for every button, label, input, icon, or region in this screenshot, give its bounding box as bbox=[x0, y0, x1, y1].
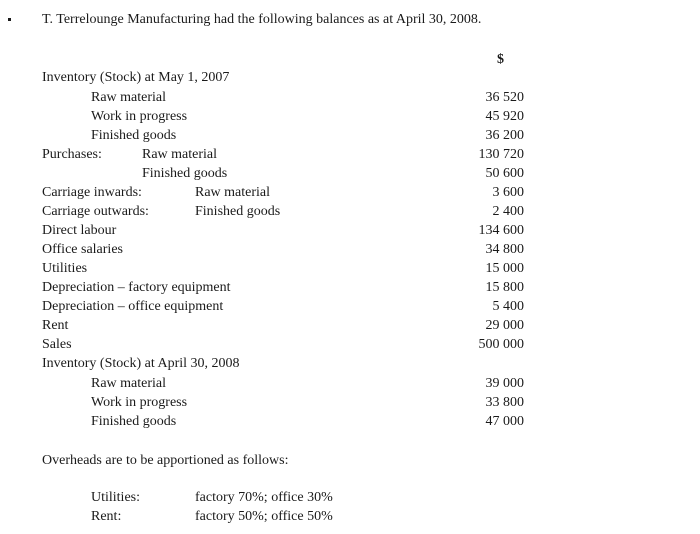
row-label: Raw material bbox=[91, 376, 167, 391]
row-amount: 34 800 bbox=[485, 242, 524, 257]
row-amount: 2 400 bbox=[492, 204, 524, 219]
row-amount: 45 920 bbox=[485, 109, 524, 124]
row-amount: 15 000 bbox=[485, 261, 524, 276]
row-sublabel: Raw material bbox=[195, 185, 271, 200]
page-title: T. Terrelounge Manufacturing had the following balances as at April 30, 2008. bbox=[42, 12, 482, 27]
row-label: Sales bbox=[42, 337, 72, 352]
row-amount: 130 720 bbox=[478, 147, 524, 162]
row-label: Direct labour bbox=[42, 223, 117, 238]
row-amount: 29 000 bbox=[485, 318, 524, 333]
row-label: Purchases: bbox=[42, 147, 102, 162]
row-label: Finished goods bbox=[142, 166, 228, 181]
row-label: Depreciation – office equipment bbox=[42, 299, 224, 314]
row-amount: 134 600 bbox=[478, 223, 524, 238]
list-bullet bbox=[8, 18, 11, 21]
currency-header: $ bbox=[497, 52, 504, 67]
row-label: Utilities bbox=[42, 261, 88, 276]
row-label: Depreciation – factory equipment bbox=[42, 280, 231, 295]
row-sublabel: Finished goods bbox=[195, 204, 281, 219]
overhead-value-utilities: factory 70%; office 30% bbox=[195, 490, 333, 505]
row-label: Work in progress bbox=[91, 395, 188, 410]
row-sublabel: Raw material bbox=[142, 147, 218, 162]
opening-inventory-heading: Inventory (Stock) at May 1, 2007 bbox=[42, 70, 230, 85]
row-amount: 36 200 bbox=[485, 128, 524, 143]
overhead-label-rent: Rent: bbox=[91, 509, 122, 524]
row-amount: 50 600 bbox=[485, 166, 524, 181]
row-label: Rent bbox=[42, 318, 69, 333]
row-label: Work in progress bbox=[91, 109, 188, 124]
row-amount: 47 000 bbox=[485, 414, 524, 429]
overhead-label-utilities: Utilities: bbox=[91, 490, 140, 505]
row-amount: 39 000 bbox=[485, 376, 524, 391]
row-label: Raw material bbox=[91, 90, 167, 105]
row-amount: 15 800 bbox=[485, 280, 524, 295]
row-label: Carriage inwards: bbox=[42, 185, 142, 200]
row-amount: 500 000 bbox=[478, 337, 524, 352]
row-amount: 36 520 bbox=[485, 90, 524, 105]
overheads-heading: Overheads are to be apportioned as follows: bbox=[42, 453, 289, 468]
row-label: Finished goods bbox=[91, 414, 177, 429]
row-amount: 33 800 bbox=[485, 395, 524, 410]
row-label: Finished goods bbox=[91, 128, 177, 143]
row-amount: 3 600 bbox=[492, 185, 524, 200]
row-label: Office salaries bbox=[42, 242, 123, 257]
row-amount: 5 400 bbox=[492, 299, 524, 314]
row-label: Carriage outwards: bbox=[42, 204, 149, 219]
overhead-value-rent: factory 50%; office 50% bbox=[195, 509, 333, 524]
closing-inventory-heading: Inventory (Stock) at April 30, 2008 bbox=[42, 356, 240, 371]
